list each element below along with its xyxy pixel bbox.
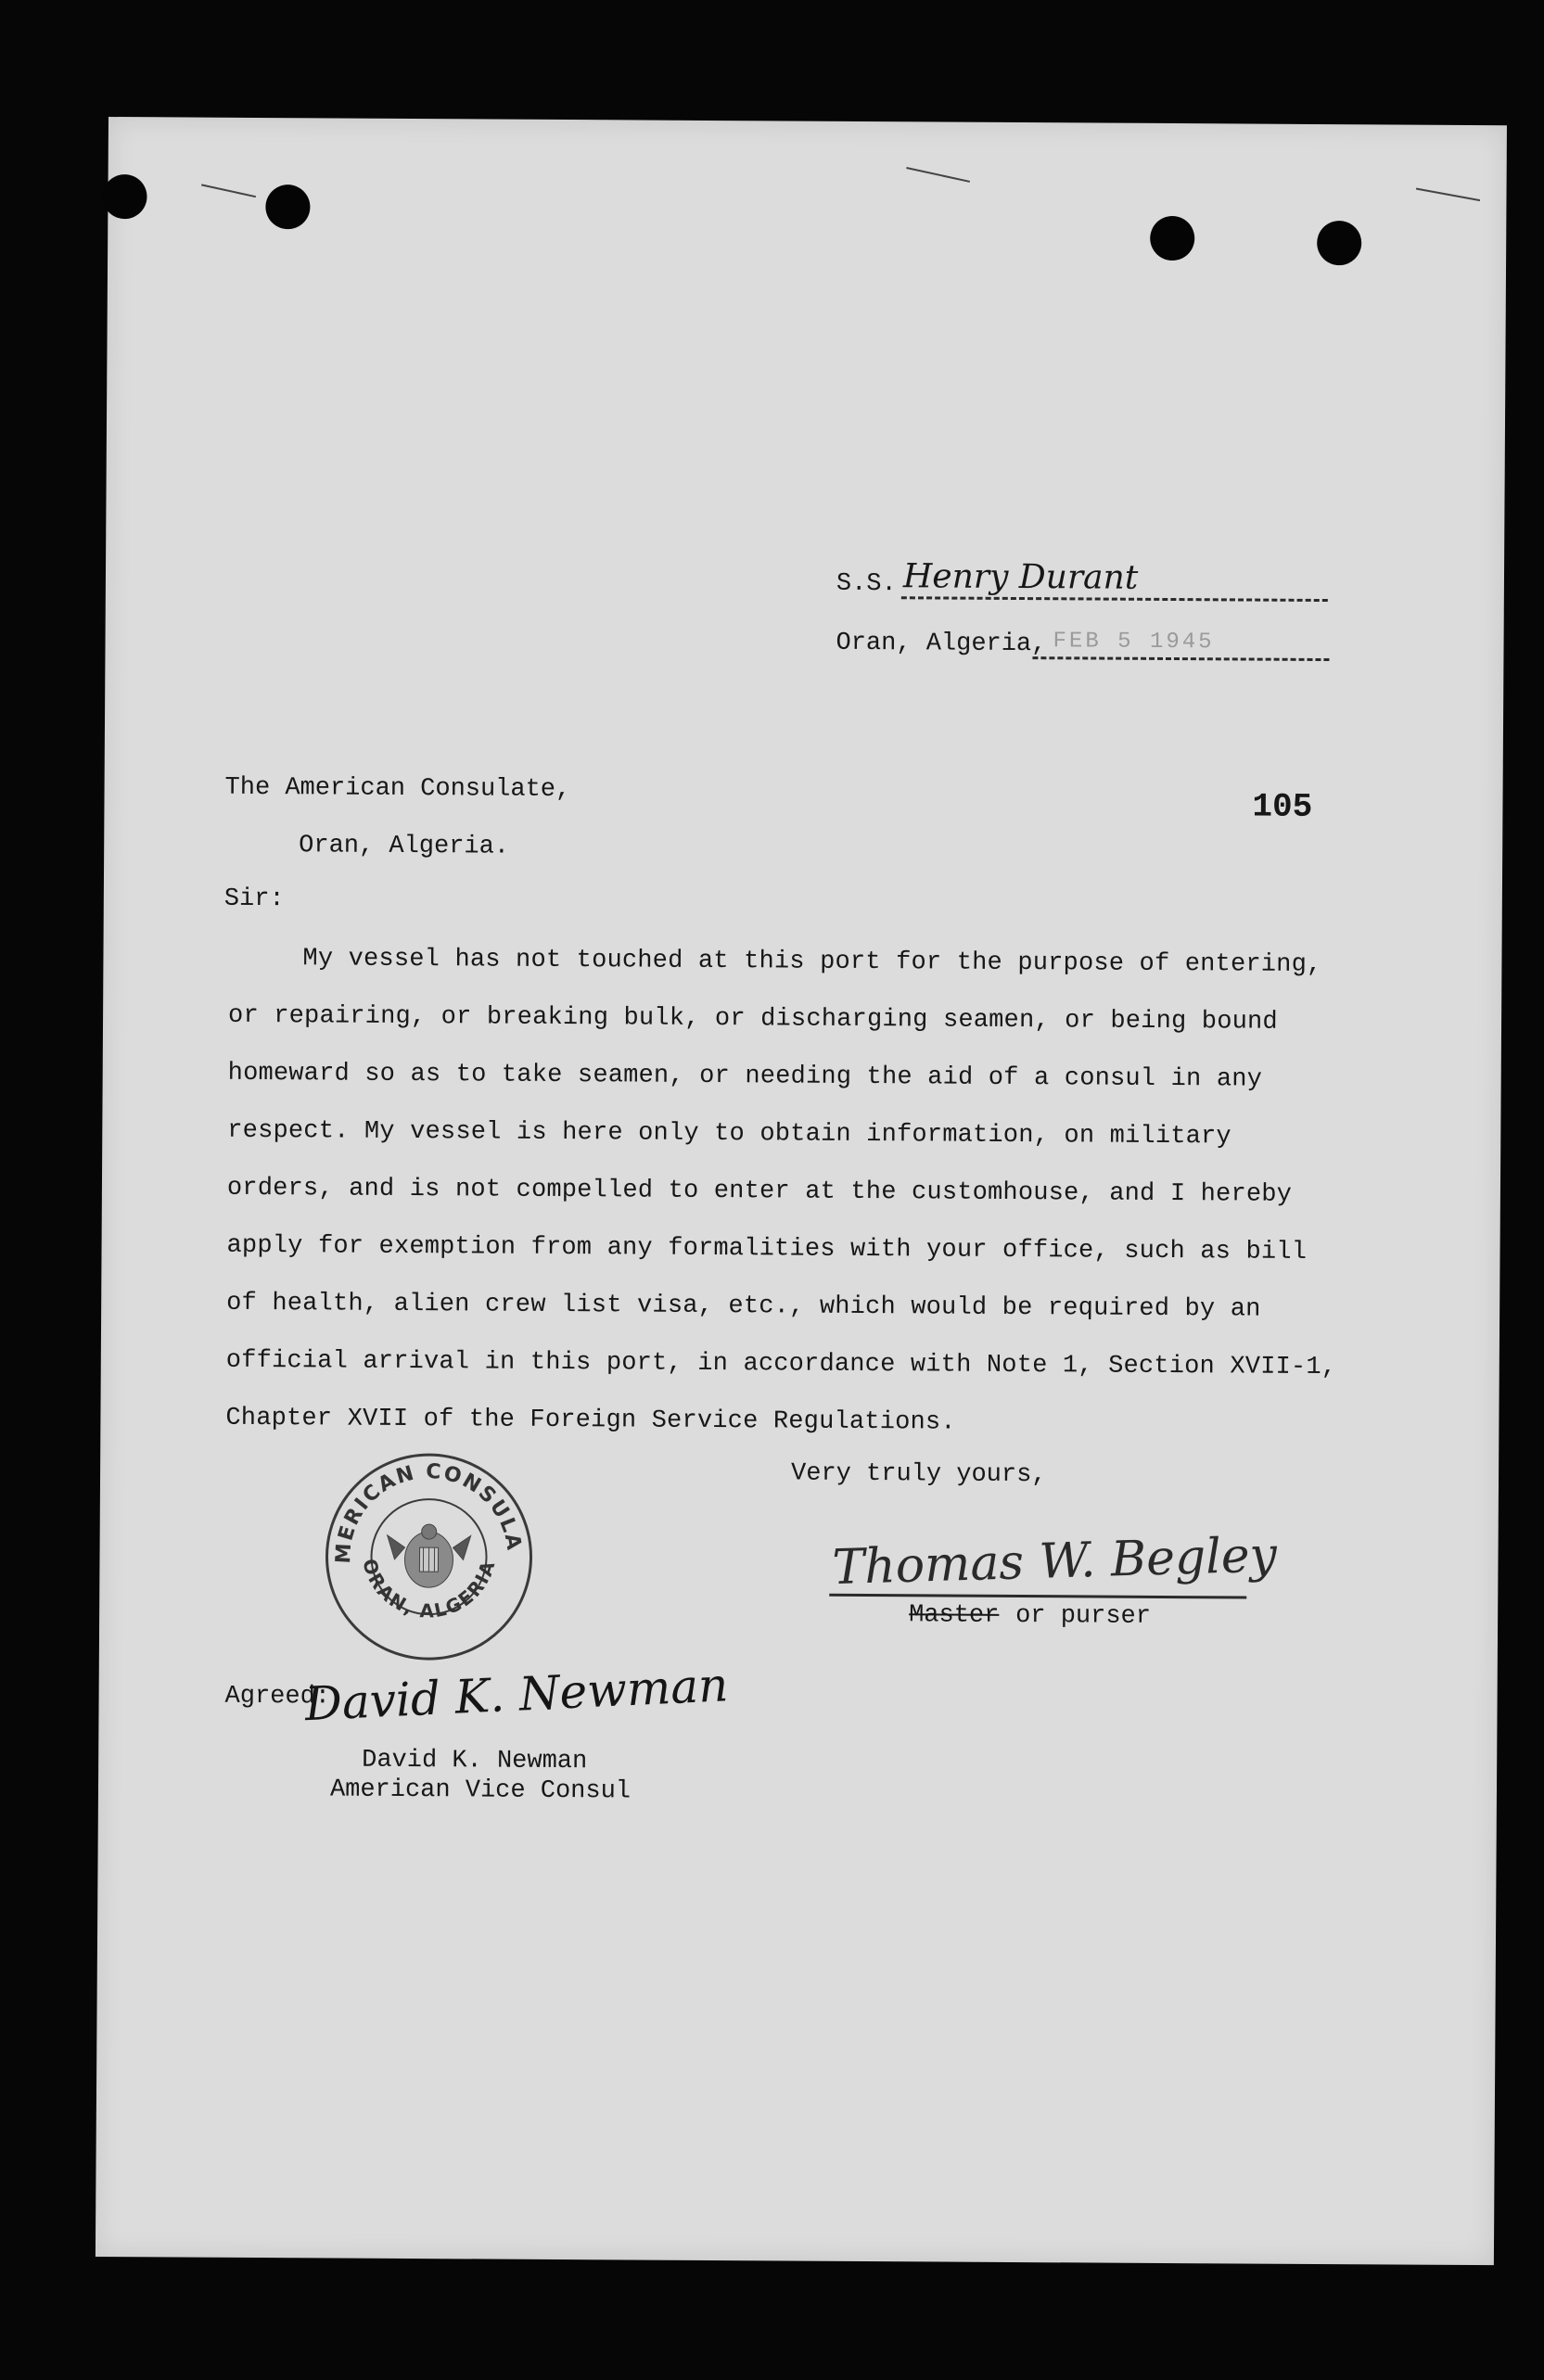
paper-mark <box>201 184 256 197</box>
master-signature: Thomas W. Begley <box>831 1527 1278 1597</box>
addressee-line-1: The American Consulate, <box>224 773 571 805</box>
seal-bottom-text: ORAN, ALGERIA <box>358 1556 500 1623</box>
consul-signature: David K. Newman <box>303 1658 730 1732</box>
body-line: homeward so as to take seamen, or needing the aid of a consul in any <box>227 1059 1263 1094</box>
date-stamp: FEB 5 1945 <box>1053 629 1215 655</box>
date-line <box>1032 656 1329 661</box>
consul-title: American Vice Consul <box>329 1775 632 1806</box>
ship-name-line <box>901 596 1328 602</box>
consulate-seal <box>322 1449 536 1663</box>
body-line: My vessel has not touched at this port for the purpose of entering, <box>302 945 1322 980</box>
body-line: respect. My vessel is here only to obtain information, on military <box>227 1116 1231 1152</box>
consul-name: David K. Newman <box>362 1746 588 1776</box>
seal-top-text: AMERICAN CONSULATE <box>332 1459 526 1565</box>
signature-line <box>829 1594 1246 1599</box>
punch-hole-left-1 <box>102 174 147 219</box>
paper-mark <box>906 167 970 183</box>
closing: Very truly yours, <box>790 1459 1047 1490</box>
body-line: orders, and is not compelled to enter at the customhouse, and I hereby <box>226 1174 1293 1209</box>
place-line: Oran, Algeria, <box>836 629 1047 659</box>
paper-mark <box>1416 188 1480 202</box>
body-line: or repairing, or breaking bulk, or discharging seamen, or being bound <box>227 1001 1278 1037</box>
punch-hole-right-2 <box>1317 221 1361 265</box>
ship-prefix: S.S. <box>836 569 897 599</box>
body-line: official arrival in this port, in accordance with Note 1, Section XVII-1, <box>225 1346 1337 1382</box>
body-line: Chapter XVII of the Foreign Service Regulations. <box>225 1404 956 1437</box>
punch-hole-left-2 <box>265 185 310 229</box>
punch-hole-right-1 <box>1150 216 1194 261</box>
ship-name: Henry Durant <box>902 557 1139 597</box>
addressee-line-2: Oran, Algeria. <box>299 832 510 861</box>
signer-title: or purser <box>1015 1602 1152 1631</box>
signer-title-struck: Master <box>909 1601 1000 1630</box>
body-line: apply for exemption from any formalities with your office, such as bill <box>226 1231 1308 1266</box>
page-number: 105 <box>1252 787 1313 826</box>
eagle-emblem-icon <box>387 1524 470 1588</box>
document-page <box>96 117 1507 2265</box>
salutation: Sir: <box>223 885 285 914</box>
agreed-label: Agreed: <box>224 1682 331 1712</box>
body-line: of health, alien crew list visa, etc., which would be required by an <box>226 1289 1261 1324</box>
letter-body <box>225 930 1434 1455</box>
